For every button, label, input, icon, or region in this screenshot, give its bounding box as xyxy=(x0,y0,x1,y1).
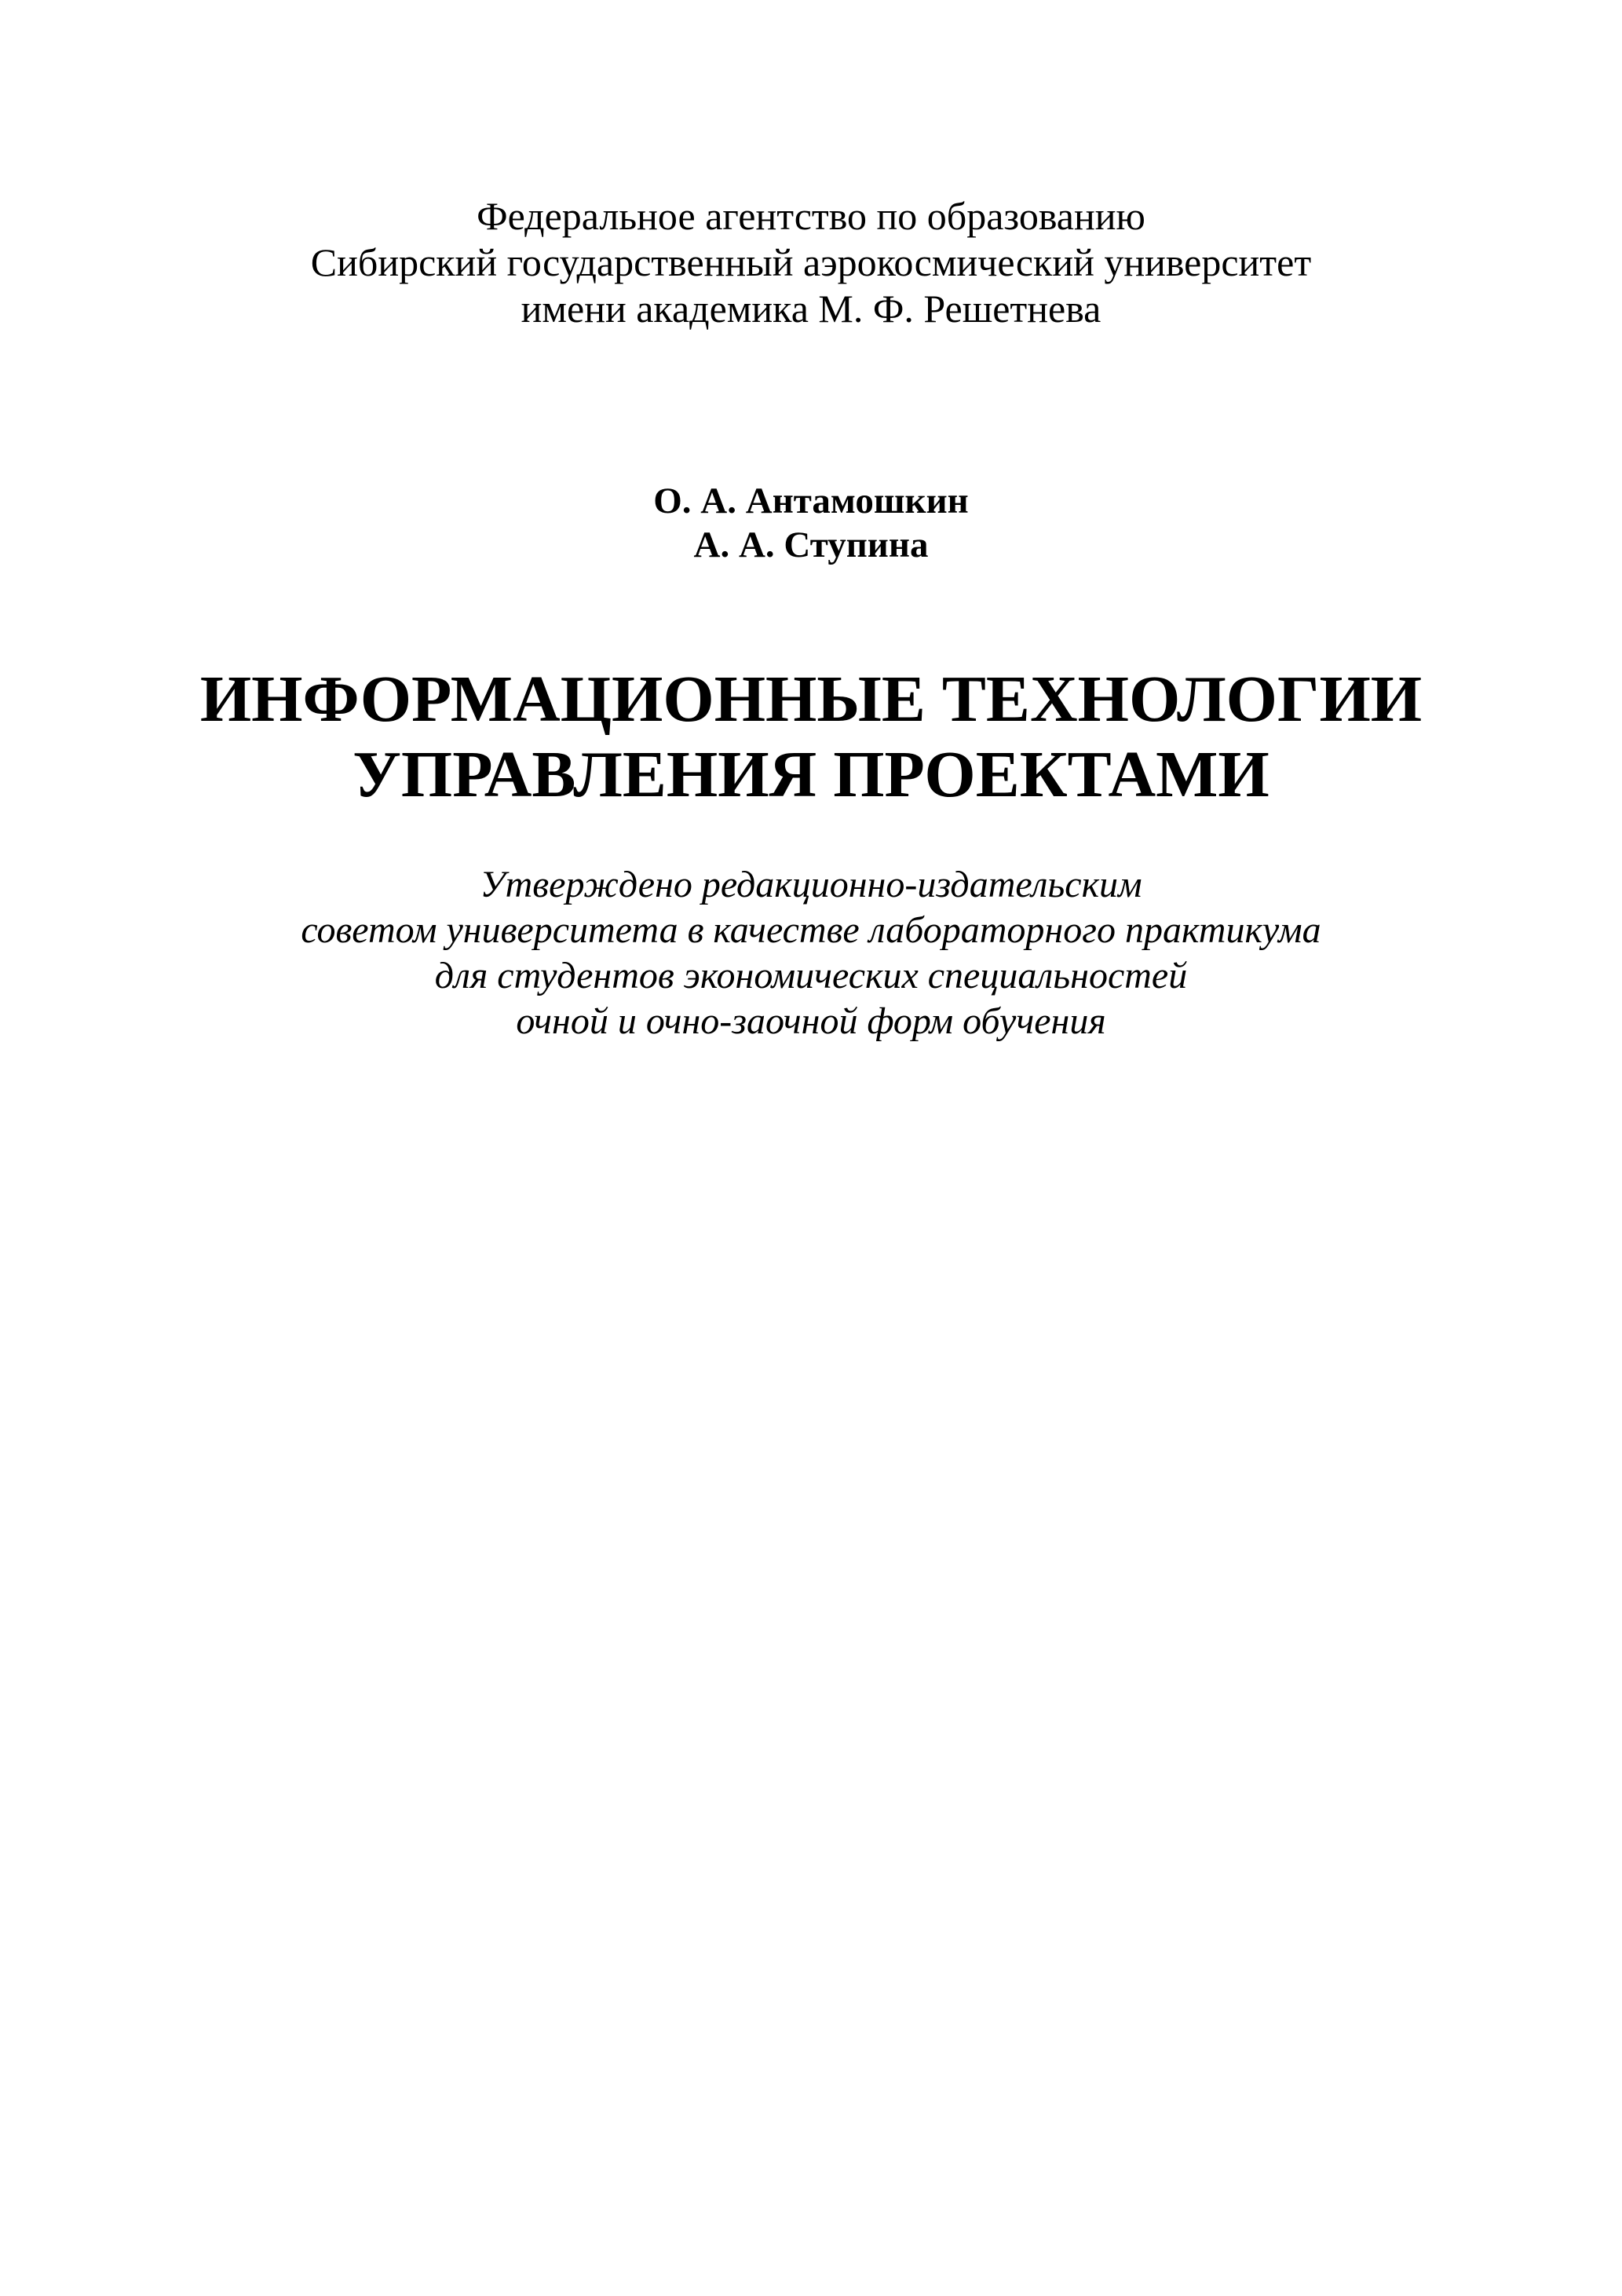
title-line: УПРАВЛЕНИЯ ПРОЕКТАМИ xyxy=(353,738,1269,811)
approval-line: очной и очно-заочной форм обучения xyxy=(516,1000,1106,1042)
institution-header xyxy=(0,193,1622,332)
institution-line-agency: Федеральное агентство по образованию xyxy=(477,194,1145,238)
approval-statement xyxy=(0,862,1622,1044)
approval-line: для студентов экономических специальностей xyxy=(434,955,1188,996)
document-title xyxy=(0,662,1622,813)
institution-line-university: Сибирский государственный аэрокосмический университет xyxy=(310,240,1312,284)
approval-line: советом университета в качестве лабораторного практикума xyxy=(301,909,1321,951)
authors-block xyxy=(0,479,1622,567)
title-line: ИНФОРМАЦИОННЫЕ ТЕХНОЛОГИИ xyxy=(199,663,1423,736)
author-name: О. А. Антамошкин xyxy=(653,481,969,521)
institution-line-named-after: имени академика М. Ф. Решетнева xyxy=(521,287,1101,331)
author-name: А. А. Ступина xyxy=(693,525,929,565)
approval-line: Утверждено редакционно-издательским xyxy=(480,864,1142,905)
